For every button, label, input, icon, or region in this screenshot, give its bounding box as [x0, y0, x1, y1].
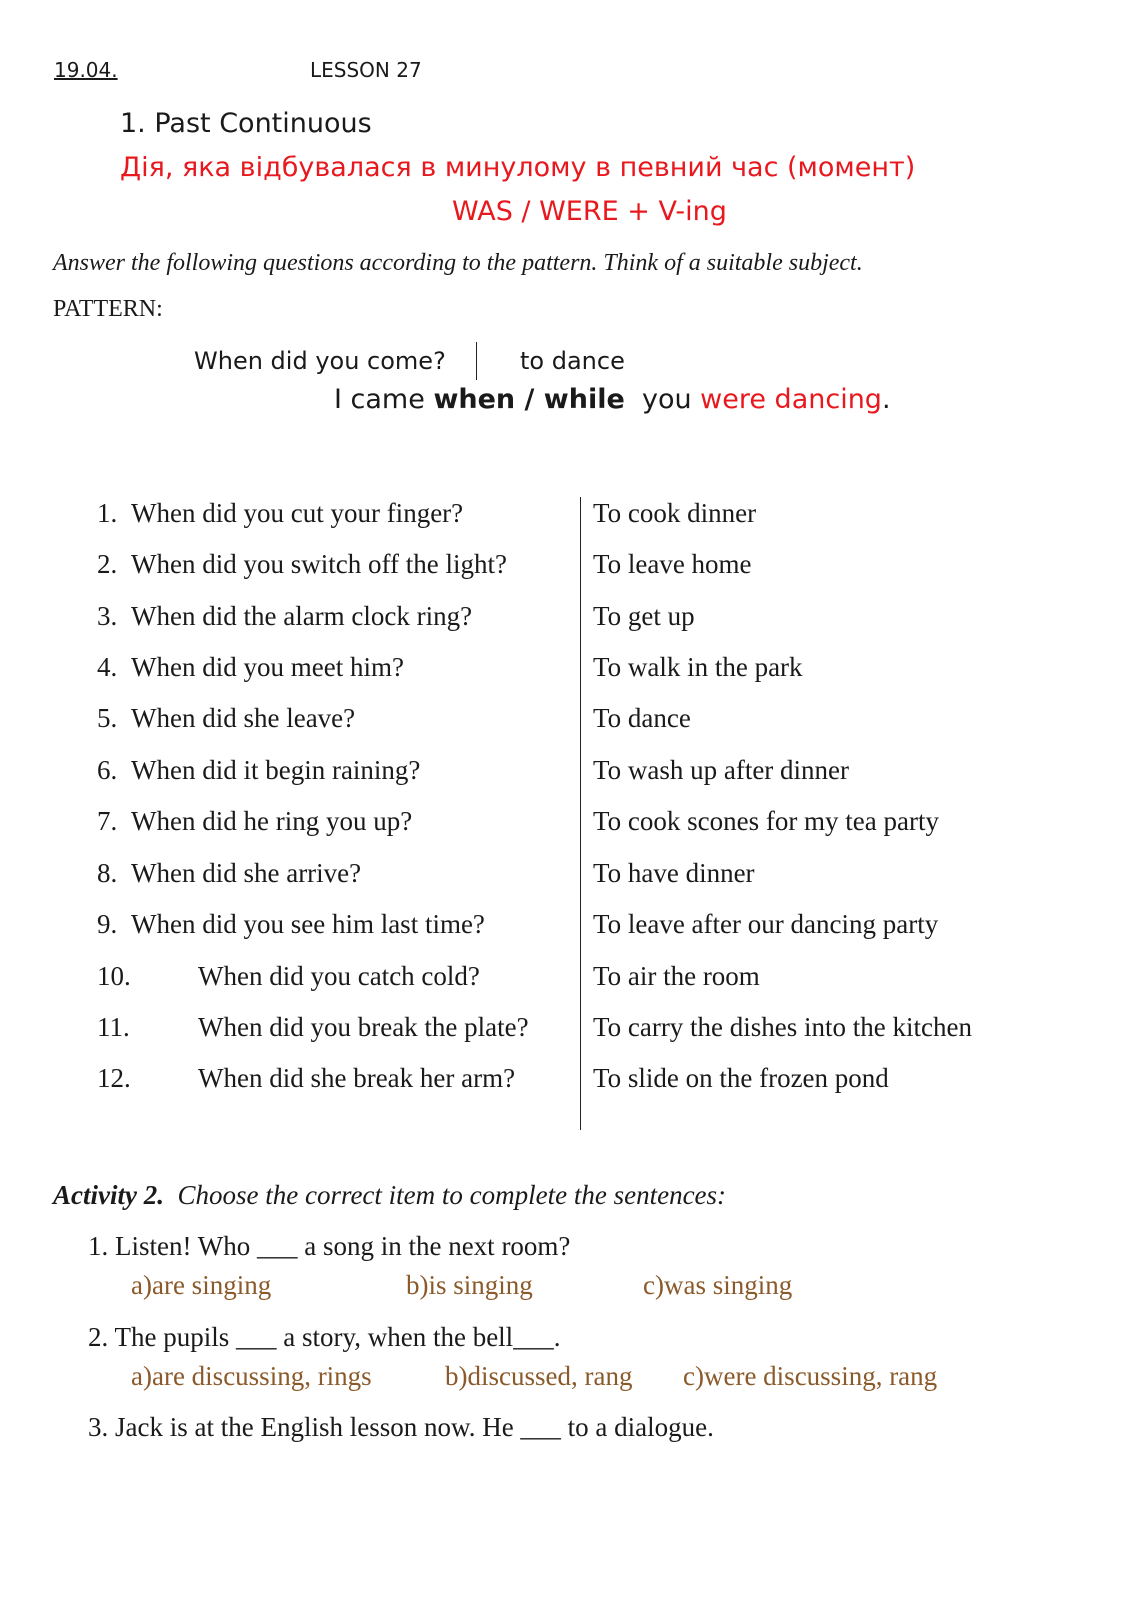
- activity2-item: [88, 1322, 560, 1353]
- activity2-heading: [53, 1180, 726, 1211]
- column-divider: [580, 497, 581, 1130]
- answer-option[interactable]: c)were discussing, rang: [683, 1361, 938, 1391]
- question-text: When did you catch cold?: [198, 961, 480, 991]
- grammar-formula: WAS / WERE + V-ing: [452, 196, 727, 227]
- cue-text: To dance: [593, 703, 691, 733]
- lesson-date: 19.04.: [54, 58, 118, 82]
- pattern-answer-connector: when / while: [433, 384, 625, 415]
- pattern-answer-part1: I came: [334, 384, 434, 415]
- pattern-label: PATTERN:: [53, 296, 163, 322]
- question-text: When did you break the plate?: [198, 1012, 529, 1042]
- pattern-divider: [476, 342, 477, 380]
- grammar-title: 1. Past Continuous: [120, 108, 372, 139]
- answer-option[interactable]: b)is singing: [406, 1270, 533, 1300]
- question-number: 3.: [97, 601, 118, 631]
- answer-option[interactable]: c)was singing: [643, 1270, 793, 1300]
- question-number: 1.: [97, 498, 118, 528]
- item-text: Listen! Who ___ a song in the next room?: [115, 1231, 571, 1261]
- cue-text: To wash up after dinner: [593, 755, 850, 785]
- cue-text: To walk in the park: [593, 652, 803, 682]
- question-number: 7.: [97, 806, 118, 836]
- cue-text: To cook scones for my tea party: [593, 806, 940, 836]
- pattern-answer-end: .: [881, 384, 891, 415]
- question-text: When did she leave?: [131, 703, 356, 733]
- cue-text: To leave after our dancing party: [593, 909, 939, 939]
- item-text: Jack is at the English lesson now. He ___ to a dialogue.: [115, 1412, 714, 1442]
- activity2-instruction: Choose the correct item to complete the sentences:: [177, 1180, 727, 1210]
- question-text: When did the alarm clock ring?: [131, 601, 473, 631]
- cue-text: To cook dinner: [593, 498, 757, 528]
- question-text: When did you cut your finger?: [131, 498, 464, 528]
- question-number: 4.: [97, 652, 118, 682]
- question-text: When did you meet him?: [131, 652, 404, 682]
- item-number: 2.: [88, 1322, 109, 1352]
- question-number: 2.: [97, 549, 118, 579]
- cue-text: To slide on the frozen pond: [593, 1063, 889, 1093]
- question-text: When did you switch off the light?: [131, 549, 507, 579]
- answer-option[interactable]: a)are discussing, rings: [131, 1361, 372, 1391]
- answer-option[interactable]: b)discussed, rang: [445, 1361, 633, 1391]
- lesson-number: LESSON 27: [310, 58, 422, 82]
- grammar-definition: Дія, яка відбувалася в минулому в певний час (момент): [120, 152, 916, 183]
- question-number: 5.: [97, 703, 118, 733]
- activity2-item: [88, 1231, 570, 1262]
- cue-text: To air the room: [593, 961, 760, 991]
- question-number: 10.: [97, 961, 131, 991]
- activity2-label: Activity 2.: [53, 1180, 164, 1210]
- cue-text: To carry the dishes into the kitchen: [593, 1012, 973, 1042]
- question-text: When did you see him last time?: [131, 909, 485, 939]
- exercise-instruction: Answer the following questions according to the pattern. Think of a suitable subject.: [53, 250, 863, 276]
- item-text: The pupils ___ a story, when the bell___.: [114, 1322, 561, 1352]
- pattern-answer-verb: were dancing: [700, 384, 882, 415]
- question-number: 6.: [97, 755, 118, 785]
- question-text: When did it begin raining?: [131, 755, 421, 785]
- question-number: 12.: [97, 1063, 131, 1093]
- question-number: 11.: [97, 1012, 130, 1042]
- cue-text: To have dinner: [593, 858, 755, 888]
- item-number: 1.: [88, 1231, 109, 1261]
- question-text: When did he ring you up?: [131, 806, 413, 836]
- pattern-answer: [334, 384, 891, 415]
- activity2-item: [88, 1412, 714, 1443]
- answer-option[interactable]: a)are singing: [131, 1270, 272, 1300]
- pattern-question: When did you come?: [194, 347, 446, 375]
- pattern-cue: to dance: [520, 347, 625, 375]
- question-text: When did she break her arm?: [198, 1063, 516, 1093]
- pattern-answer-part2: you: [624, 384, 701, 415]
- cue-text: To get up: [593, 601, 695, 631]
- question-text: When did she arrive?: [131, 858, 362, 888]
- question-number: 9.: [97, 909, 118, 939]
- question-number: 8.: [97, 858, 118, 888]
- cue-text: To leave home: [593, 549, 752, 579]
- item-number: 3.: [88, 1412, 109, 1442]
